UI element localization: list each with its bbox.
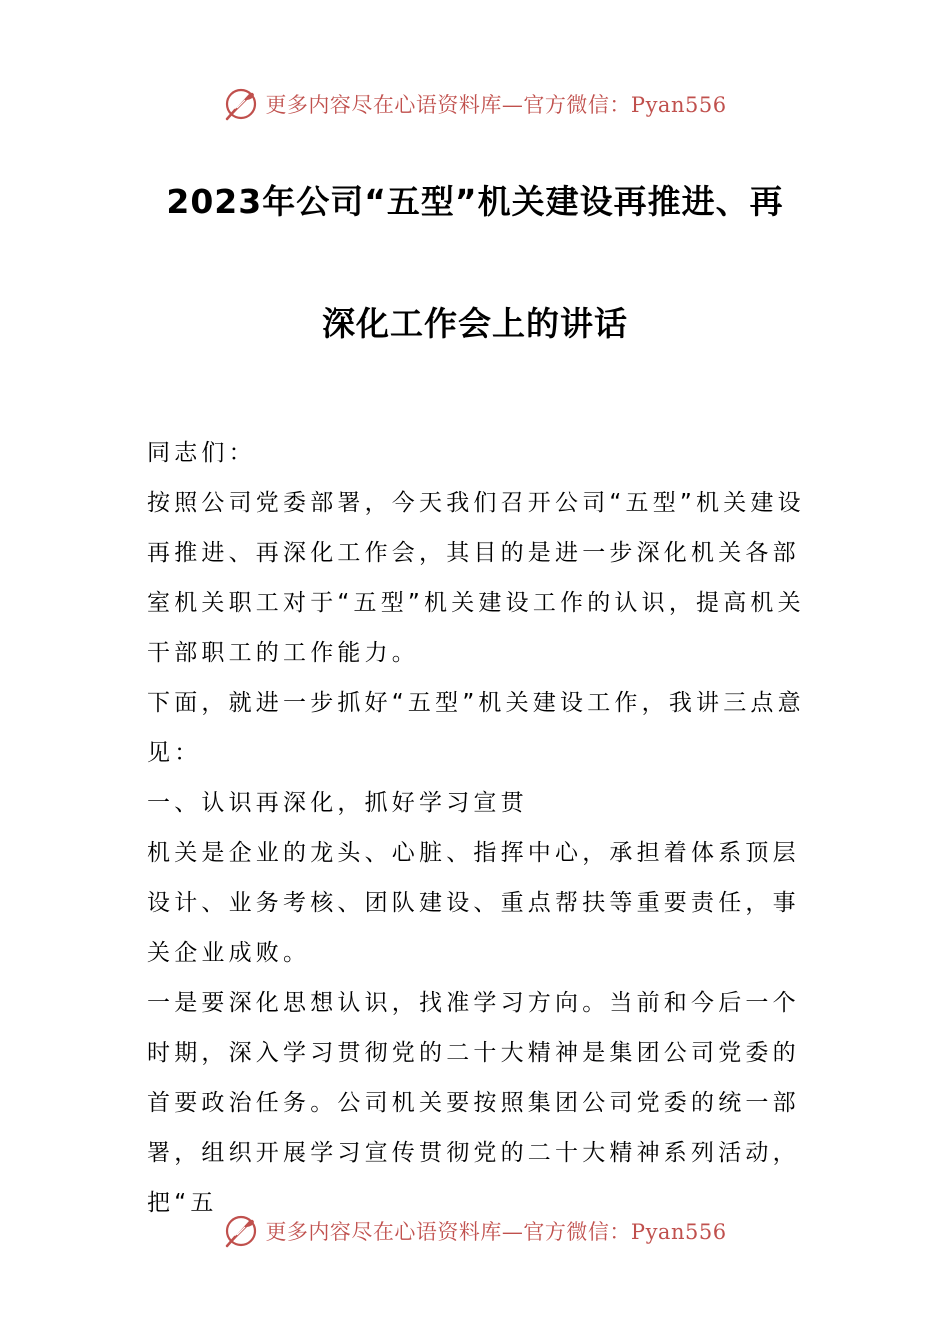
quill-pen-logo-icon [223, 1213, 259, 1249]
section-heading: 一、认识再深化，抓好学习宣贯 [147, 790, 528, 816]
watermark-text: 更多内容尽在心语资料库—官方微信：Pyan556 [265, 1220, 727, 1244]
footer-watermark [0, 1211, 950, 1251]
document-body [147, 428, 805, 1228]
quill-pen-logo-icon [223, 86, 259, 122]
document-title-line-2: 深化工作会上的讲话 [322, 304, 628, 343]
body-paragraph: 下面，就进一步抓好“五型”机关建设工作，我讲三点意见： [147, 690, 805, 766]
body-paragraph: 机关是企业的龙头、心脏、指挥中心，承担着体系顶层设计、业务考核、团队建设、重点帮扶等重要责任，事关企业成败。 [147, 840, 800, 966]
body-paragraph: 一是要深化思想认识，找准学习方向。当前和今后一个时期，深入学习贯彻党的二十大精神是集团公司党委的首要政治任务。公司机关要按照集团公司党委的统一部署，组织开展学习宣传贯彻党的二十大精神系列活动，把“五 [147, 990, 800, 1216]
header-watermark [0, 84, 950, 124]
document-title-line-1: 2023年公司“五型”机关建设再推进、再 [166, 182, 784, 221]
watermark-text: 更多内容尽在心语资料库—官方微信：Pyan556 [265, 93, 727, 117]
salutation: 同志们： [147, 440, 256, 466]
body-paragraph: 按照公司党委部署，今天我们召开公司“五型”机关建设再推进、再深化工作会，其目的是进一步深化机关各部室机关职工对于“五型”机关建设工作的认识，提高机关干部职工的工作能力。 [147, 490, 805, 666]
